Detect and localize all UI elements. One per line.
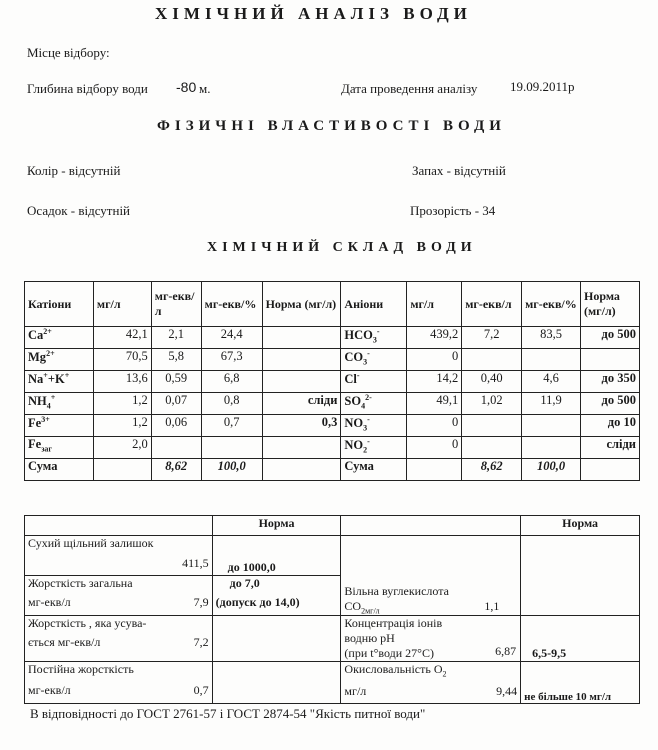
cations-ion-symbol: Ca [28,328,44,343]
anions-pct-cell [522,437,581,459]
norms-row [25,536,640,576]
anions-ion-charge: - [356,371,360,380]
total-hardness-unit: мг-екв/л [28,595,71,609]
cations-pct-header: мг-екв/% [201,282,262,327]
anions-norm-cell: до 500 [581,393,640,415]
oxidizability-label: Окисловальність O [344,662,443,676]
cations-pct-cell [201,437,262,459]
anions-norm-cell: до 10 [581,415,640,437]
cations-mgl-header: мг/л [93,282,151,327]
anions-norm-cell: до 500 [581,327,640,349]
anions-pct-cell [522,415,581,437]
anions-ion-cell [341,327,407,349]
anions-ion-subscript: 3 [372,335,377,345]
cations-ion-symbol: Fe [28,416,42,431]
doc-title: ХІМІЧНИЙ АНАЛІЗ ВОДИ [155,4,472,23]
anions-norm-cell [581,349,640,371]
permanent-hardness-label: Постійна жорсткість [28,662,134,676]
norms-left-header: Норма [212,516,341,536]
cations-mgl-cell: 1,2 [93,393,151,415]
anions-ion-cell [341,437,407,459]
cations-sum-norm [262,459,341,481]
anions-ion-subscript: 3 [363,357,368,367]
anions-norm-header: Норма (мг/л) [581,282,640,327]
anions-mgekv-cell [462,415,522,437]
table-header-row [25,282,640,327]
dry-residue-label: Сухий щільний залишок [28,536,154,550]
anions-mgl-cell: 0 [407,415,462,437]
anions-ion-charge: - [367,437,370,446]
anions-mgl-cell: 0 [407,349,462,371]
cations-mgekv-cell: 5,8 [151,349,201,371]
chemical-composition-title: ХІМІЧНИЙ СКЛАД ВОДИ [207,240,477,255]
anions-mgekv-cell: 7,2 [462,327,522,349]
anions-pct-header: мг-екв/% [522,282,581,327]
cations-ion-symbol2: +K [47,372,65,387]
norms-cell [212,616,341,662]
anions-pct-cell: 83,5 [522,327,581,349]
removable-hardness-unit-row [28,635,209,650]
norms-right-header: Норма [521,516,640,536]
cations-ion-charge2: + [64,371,70,380]
cations-mgekv-cell: 0,07 [151,393,201,415]
ion-table-row [25,393,640,415]
permanent-hardness-unit-row [28,683,209,698]
ph-value: 6,87 [495,644,517,658]
norms-cell [341,536,521,616]
co2-sub: 2мг/л [361,606,380,615]
removable-hardness-label: Жорсткість , яка усува- [28,616,147,630]
anions-norm-cell: сліди [581,437,640,459]
depth-label: Глибина відбору води [27,81,148,96]
co2-formula: CO [344,598,362,613]
hydrogen-ion-label: Концентрація іонів [344,616,443,630]
cations-pct-cell: 6,8 [201,371,262,393]
cations-ion-charge: + [50,393,56,402]
color-property: Колір - відсутній [27,163,121,178]
oxidizability-norm: не більше 10 мг/л [524,691,612,703]
ion-table-row [25,327,640,349]
oxidizability-sub: 2 [442,669,447,679]
cations-ion-cell [25,371,94,393]
norms-right-header-blank [341,516,521,536]
cations-sum-mgekv: 8,62 [151,459,201,481]
cations-norm-cell [262,371,341,393]
norms-cell [521,616,640,662]
oxidizability-value: 9,44 [496,684,518,699]
cations-ion-symbol: Fe [28,437,42,451]
permanent-hardness-value: 0,7 [193,683,209,697]
cations-mgl-cell: 1,2 [93,415,151,437]
ph-norm: 6,5-9,5 [532,646,567,660]
cations-norm-cell [262,349,341,371]
cations-mgekv-cell [151,437,201,459]
norms-cell [25,662,213,704]
cations-ion-subscript: заг [41,444,53,454]
ion-table-row [25,349,640,371]
cations-ion-cell [25,415,94,437]
removable-hardness-unit: ється мг-екв/л [28,635,101,649]
removable-hardness-value: 7,2 [193,635,209,649]
total-hardness-unit-row [28,595,209,610]
cations-ion-charge: 2+ [46,349,55,358]
cations-ion-charge: 2+ [43,327,52,336]
cations-ion-cell [25,327,94,349]
free-carbonic-acid-value: 1,1 [484,598,500,613]
norms-cell [212,662,341,704]
smell-property: Запах - відсутній [412,163,506,178]
ion-table-row [25,415,640,437]
anions-pct-cell: 11,9 [522,393,581,415]
gost-footer: В відповідності до ГОСТ 2761-57 і ГОСТ 2874-54 "Якість питної води" [30,706,426,721]
cations-ion-symbol: Mg [28,350,47,365]
total-hardness-label: Жорсткість загальна [28,576,133,590]
anions-mgekv-cell: 1,02 [462,393,522,415]
oxidizability-unit-row [344,684,517,699]
cations-norm-cell: сліди [262,393,341,415]
anions-mgekv-cell: 0,40 [462,371,522,393]
anions-pct-cell [522,349,581,371]
norms-cell [25,576,213,616]
cations-ion-subscript: 4 [46,401,51,411]
cations-ion-charge: + [43,371,48,380]
cations-norm-cell: 0,3 [262,415,341,437]
anions-ion-charge: - [367,349,370,358]
depth-unit: м. [199,81,211,96]
hydrogen-ion-label2: водню рН [344,631,395,645]
anions-sum-label: Сума [341,459,407,481]
anions-ion-symbol: NO [344,416,364,431]
total-hardness-value: 7,9 [193,595,209,609]
anions-sum-norm [581,459,640,481]
dry-residue-norm-cell [212,536,341,576]
cations-norm-cell [262,327,341,349]
anions-ion-symbol: Cl [344,372,357,387]
free-carbonic-acid-label: Вільна вуглекислота [344,583,449,598]
norms-cell [341,616,521,662]
norms-cell [25,536,213,576]
norms-table [24,515,640,704]
cations-mgl-cell: 70,5 [93,349,151,371]
cations-mgl-cell: 13,6 [93,371,151,393]
cations-sum-mgl [93,459,151,481]
cations-mgl-cell: 2,0 [93,437,151,459]
cations-ion-cell [25,437,94,459]
anions-ion-cell [341,371,407,393]
anions-ion-cell [341,349,407,371]
cations-header: Катіони [25,282,94,327]
anions-ion-cell [341,393,407,415]
anions-ion-subscript: 3 [363,423,368,433]
cations-pct-cell: 24,4 [201,327,262,349]
norms-cell [521,536,640,616]
sum-row [25,459,640,481]
anions-header: Аніони [341,282,407,327]
norms-cell [25,616,213,662]
date-label: Дата проведення аналізу [341,81,478,96]
norms-cell [341,662,521,704]
anions-ion-cell [341,415,407,437]
cations-pct-cell: 0,7 [201,415,262,437]
anions-ion-charge: 2- [365,393,372,402]
norms-left-header-blank [25,516,213,536]
oxidizability-unit: мг/л [344,684,367,699]
cations-ion-symbol: NH [28,394,47,409]
anions-sum-pct: 100,0 [522,459,581,481]
physical-properties-title: ФІЗИЧНІ ВЛАСТИВОСТІ ВОДИ [157,118,506,134]
cations-mgekv-cell: 2,1 [151,327,201,349]
anions-mgl-cell: 0 [407,437,462,459]
date-value: 19.09.2011р [510,79,575,94]
free-carbonic-acid-unit [344,599,517,615]
ion-table-row [25,371,640,393]
norms-cell [212,576,341,616]
cations-pct-cell: 67,3 [201,349,262,371]
anions-ion-symbol: SO [344,394,362,409]
oxidizability-label-row [344,662,517,678]
anions-sum-mgekv: 8,62 [462,459,522,481]
anions-mgl-header: мг/л [407,282,462,327]
anions-ion-symbol: CO [344,350,364,365]
anions-mgl-cell: 439,2 [407,327,462,349]
cations-sum-label: Сума [25,459,94,481]
anions-ion-symbol: HCO [344,328,373,343]
hydrogen-ion-label3: (при t°води 27°С) [344,646,434,660]
norms-header-row [25,516,640,536]
cations-ion-charge: 3+ [41,415,50,424]
dry-residue-value: 411,5 [182,556,209,570]
cations-ion-symbol: Na [28,372,44,387]
cations-norm-header: Норма (мг/л) [262,282,341,327]
cations-ion-cell [25,349,94,371]
anions-ion-symbol: NO [344,438,364,453]
anions-mgekv-cell [462,349,522,371]
anions-ion-subscript: 4 [361,401,366,411]
norms-cell [521,662,640,704]
norms-row [25,616,640,662]
permanent-hardness-unit: мг-екв/л [28,683,71,697]
anions-ion-subscript: 2 [363,445,368,455]
anions-sum-mgl [407,459,462,481]
sampling-place-label: Місце відбору: [27,45,110,60]
cations-pct-cell: 0,8 [201,393,262,415]
cations-ion-cell [25,393,94,415]
sediment-property: Осадок - відсутній [27,203,131,218]
cations-norm-cell [262,437,341,459]
cations-mgekv-cell: 0,59 [151,371,201,393]
depth-value: -80 [176,79,197,95]
anions-mgl-cell: 14,2 [407,371,462,393]
anions-norm-cell: до 350 [581,371,640,393]
anions-mgekv-cell [462,437,522,459]
anions-ion-charge: - [367,415,370,424]
ion-composition-table [24,281,640,481]
anions-mgekv-header: мг-екв/л [462,282,522,327]
transparency-property: Прозорість - 34 [410,203,496,218]
total-hardness-norm: до 7,0 [229,576,260,590]
total-hardness-tolerance: (допуск до 14,0) [215,595,300,609]
dry-residue-norm: до 1000,0 [227,560,276,574]
anions-mgl-cell: 49,1 [407,393,462,415]
cations-mgl-cell: 42,1 [93,327,151,349]
cations-mgekv-header: мг-екв/л [151,282,201,327]
ion-table-row [25,437,640,459]
anions-ion-charge: - [376,327,380,336]
cations-sum-pct: 100,0 [201,459,262,481]
anions-pct-cell: 4,6 [522,371,581,393]
cations-mgekv-cell: 0,06 [151,415,201,437]
norms-row [25,662,640,704]
